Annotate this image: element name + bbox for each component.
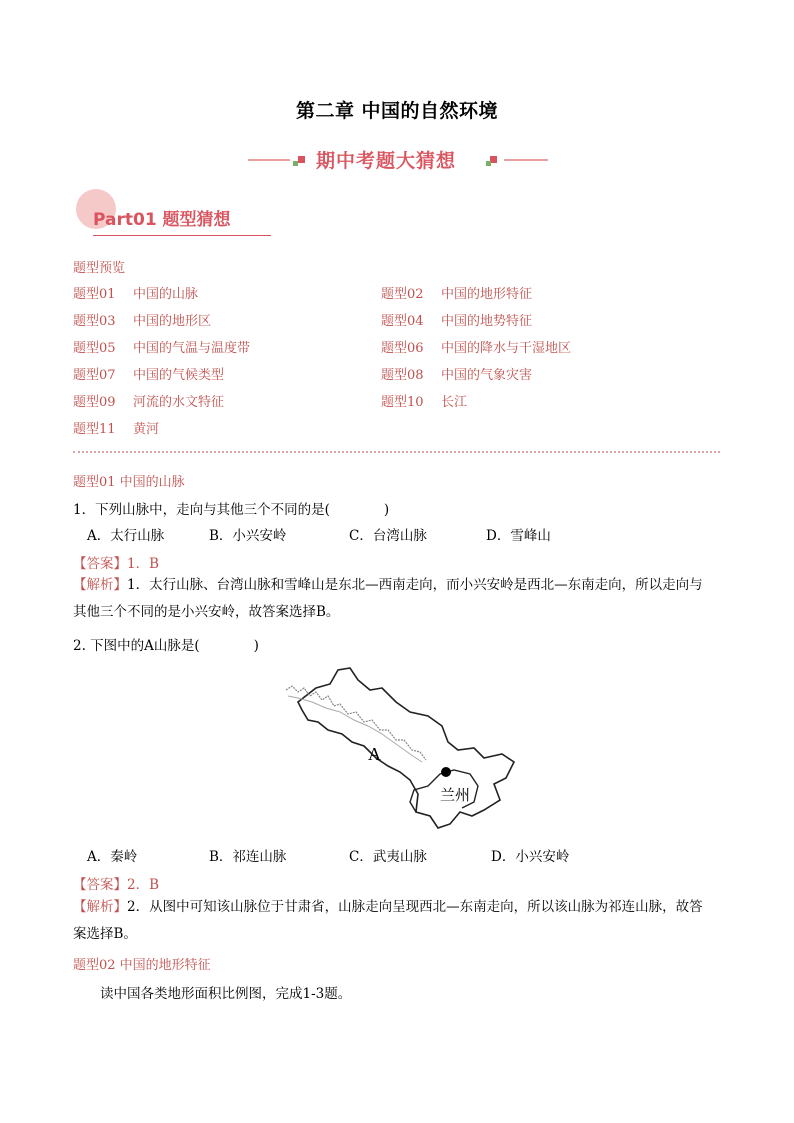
banner-right-line <box>504 159 548 161</box>
exam-banner <box>248 146 548 174</box>
type-item[interactable]: 题型02 中国的地形特征 <box>381 287 533 302</box>
question-2-stem: 2. 下图中的A山脉是( ) <box>73 638 259 654</box>
banner-left-square-red <box>298 156 305 163</box>
type-item[interactable]: 题型09 河流的水文特征 <box>73 395 225 410</box>
option-c[interactable]: C．台湾山脉 <box>349 528 427 544</box>
type-preview-grid <box>73 283 723 445</box>
answer-2: 【答案】2．B <box>73 877 160 893</box>
type-item[interactable]: 题型03 中国的地形区 <box>73 314 212 329</box>
type-item[interactable]: 题型06 中国的降水与干湿地区 <box>381 341 572 356</box>
type-item[interactable]: 题型10 长江 <box>381 395 468 410</box>
question-1-options <box>0 524 794 544</box>
map-label-a: A <box>368 744 381 764</box>
type-row <box>73 337 723 364</box>
mountain-range-a <box>286 686 426 760</box>
option-a[interactable]: A．太行山脉 <box>87 528 165 544</box>
type-item[interactable]: 题型08 中国的气象灾害 <box>381 368 533 383</box>
map-label-lanzhou: 兰州 <box>440 786 471 804</box>
section-2-intro: 读中国各类地形面积比例图，完成1-3题。 <box>100 986 352 1002</box>
option-d[interactable]: D．小兴安岭 <box>491 849 570 865</box>
banner-left-line <box>248 159 290 161</box>
option-b[interactable]: B．祁连山脉 <box>209 849 287 865</box>
part-title: Part01 题型猜想 <box>93 210 231 230</box>
type-item[interactable]: 题型05 中国的气温与温度带 <box>73 341 251 356</box>
preview-label: 题型预览 <box>73 261 126 276</box>
section-heading-02: 题型02 中国的地形特征 <box>73 958 211 973</box>
analysis-1: 【解析】1．太行山脉、台湾山脉和雪峰山是东北—西南走向，而小兴安岭是西北—东南走向，所以走向与 其他三个不同的是小兴安岭，故答案选择B。 <box>73 577 703 620</box>
type-row <box>73 364 723 391</box>
question-2-options <box>0 845 794 865</box>
analysis-2: 【解析】2．从图中可知该山脉位于甘肃省，山脉走向呈现西北—东南走向，所以该山脉为祁连山脉，故答 案选择B。 <box>73 899 703 942</box>
type-item[interactable]: 题型11 黄河 <box>73 422 160 437</box>
option-c[interactable]: C．武夷山脉 <box>349 849 427 865</box>
banner-right-square-red <box>490 156 497 163</box>
question-1-stem: 1．下列山脉中，走向与其他三个不同的是( ) <box>73 502 390 518</box>
banner-right-square-green <box>486 161 491 166</box>
type-row <box>73 283 723 310</box>
option-b[interactable]: B．小兴安岭 <box>209 528 287 544</box>
answer-1: 【答案】1．B <box>73 556 160 572</box>
type-row <box>73 391 723 418</box>
part-underline <box>93 235 271 236</box>
option-a[interactable]: A．秦岭 <box>87 849 138 865</box>
section-heading-01: 题型01 中国的山脉 <box>73 475 185 490</box>
type-item[interactable]: 题型01 中国的山脉 <box>73 287 199 302</box>
type-row <box>73 310 723 337</box>
banner-text: 期中考题大猜想 <box>316 150 457 172</box>
dotted-divider <box>73 451 720 453</box>
banner-left-square-green <box>293 161 298 166</box>
type-item[interactable]: 题型04 中国的地势特征 <box>381 314 533 329</box>
chapter-title: 第二章 中国的自然环境 <box>295 100 499 122</box>
lanzhou-marker <box>441 767 451 777</box>
type-row <box>73 418 723 445</box>
type-item[interactable]: 题型07 中国的气候类型 <box>73 368 225 383</box>
option-d[interactable]: D．雪峰山 <box>486 528 551 544</box>
province-outline <box>298 668 514 828</box>
gansu-map-figure <box>278 662 518 832</box>
